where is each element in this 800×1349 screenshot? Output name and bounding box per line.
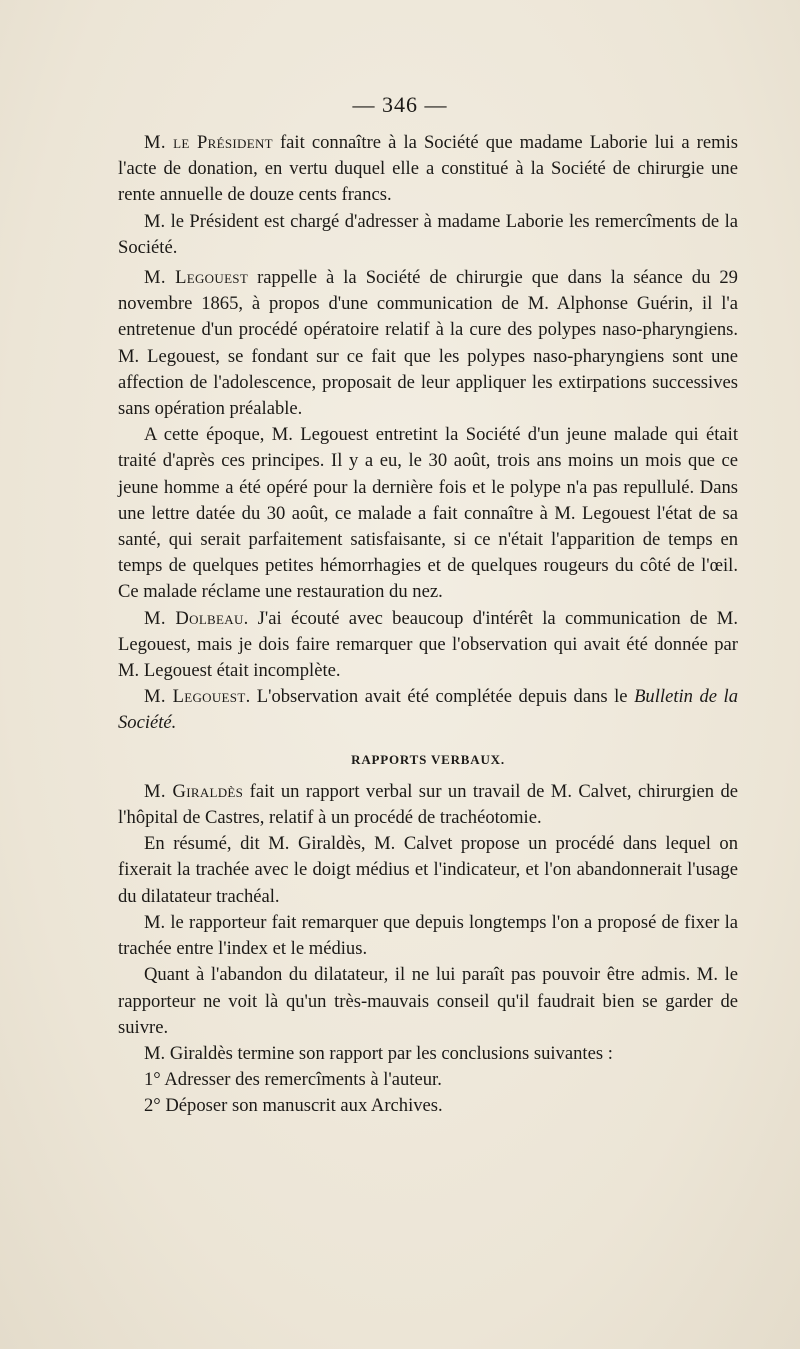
- paragraph: M. le Président fait connaître à la Société que madame Laborie lui a remis l'acte de donation, en vertu duquel elle a constitué à la Société de chirurgie une rente annuelle de douze cents francs.: [118, 132, 738, 206]
- conclusions-list: [118, 1067, 738, 1119]
- speaker: M. Dolbeau: [144, 607, 244, 629]
- page-body: [118, 130, 738, 1120]
- paragraph: M. le Président est chargé d'adresser à madame Laborie les remercîments de la Société.: [118, 210, 738, 258]
- paragraph: A cette époque, M. Legouest entretint la Société d'un jeune malade qui était traité d'après ces principes. Il y a eu, le 30 août, trois ans moins un mois que ce jeune homme a été opéré pour la dernière fois et le polype n'a pas repullulé. Dans une lettre datée du 30 août, ce malade a fait connaître à M. Legouest l'état de sa santé, qui serait parfaitement satisfaisante, si ce n'était l'apparition de temps en temps de quelques petites hémorrhagies et de quelques rougeurs du côté de l'œil. Ce malade réclame une restauration du nez.: [118, 424, 738, 603]
- journal-title: Bulletin de la Société.: [118, 686, 738, 734]
- paragraph: M. le rapporteur fait remarquer que depuis longtemps l'on a proposé de fixer la trachée entre l'index et le médius.: [118, 911, 738, 960]
- section-heading: RAPPORTS VERBAUX.: [351, 751, 505, 767]
- page-number: — 346 —: [352, 92, 448, 117]
- paragraph: En résumé, dit M. Giraldès, M. Calvet propose un procédé dans lequel on fixerait la trachée avec le doigt médius et l'indicateur, et l'on abandonnerait l'usage du dilatateur trachéal.: [118, 833, 738, 907]
- paragraph: M. Dolbeau. J'ai écouté avec beaucoup d'intérêt la communication de M. Legouest, mais je dois faire remarquer que l'observation qui avait été donnée par M. Legouest était incomplète.: [118, 607, 738, 682]
- paragraph: M. Giraldès termine son rapport par les conclusions suivantes :: [144, 1042, 613, 1064]
- speaker: M. Legouest: [144, 686, 246, 708]
- list-item: 1° Adresser des remercîments à l'auteur.: [144, 1069, 442, 1091]
- list-item: 2° Déposer son manuscrit aux Archives.: [144, 1095, 443, 1117]
- paragraph: M. Legouest rappelle à la Société de chirurgie que dans la séance du 29 novembre 1865, à propos d'une communication de M. Alphonse Guérin, il l'a entretenue d'un procédé opératoire relatif à la cure des polypes naso-pharyngiens. M. Legouest, se fondant sur ce fait que les polypes naso-pharyngiens sont une affection de l'adolescence, proposait de leur appliquer les extirpations successives sans opération préalable.: [118, 267, 738, 420]
- speaker: M. le Président: [144, 132, 273, 153]
- speaker: M. Giraldès: [144, 780, 244, 802]
- paragraph: M. Giraldès fait un rapport verbal sur un travail de M. Calvet, chirurgien de l'hôpital de Castres, relatif à un procédé de trachéotomie.: [118, 780, 738, 829]
- speaker: M. Legouest: [144, 267, 249, 289]
- paragraph: Quant à l'abandon du dilatateur, il ne lui paraît pas pouvoir être admis. M. le rapporteur ne voit là qu'un très-mauvais conseil qu'il faudrait bien se garder de suivre.: [118, 964, 738, 1038]
- paragraph: M. Legouest. L'observation avait été complétée depuis dans le Bulletin de la Société.: [118, 686, 738, 734]
